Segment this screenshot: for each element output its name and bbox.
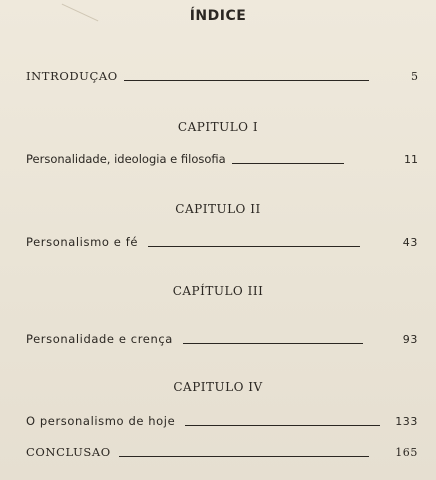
toc-entry-label: CONCLUSAO [26, 445, 111, 459]
toc-entry-label: INTRODUÇAO [26, 69, 118, 83]
leader-line [232, 163, 344, 164]
leader-line [124, 80, 369, 81]
page-number: 11 [404, 152, 418, 166]
toc-entry-label: Personalidade, ideologia e filosofia [26, 152, 226, 166]
toc-entry-chapter-3 [26, 330, 418, 348]
page-number: 133 [395, 414, 418, 428]
toc-entry-chapter-2 [26, 233, 418, 251]
toc-entry-conclusion [26, 443, 418, 461]
page-number: 43 [402, 235, 418, 249]
toc-entry-label: O personalismo de hoje [26, 414, 176, 428]
index-title: ÍNDICE [189, 8, 247, 24]
toc-entry-chapter-4 [26, 412, 418, 430]
toc-entry-chapter-1 [26, 150, 418, 168]
toc-entry-label: Personalidade e crença [26, 332, 173, 346]
leader-line [148, 246, 360, 247]
chapter-heading-3: CAPÍTULO III [172, 284, 264, 298]
chapter-heading-1: CAPITULO I [177, 120, 259, 134]
page-number: 93 [402, 332, 418, 346]
toc-entry-introduction [26, 67, 418, 85]
page-number: 5 [411, 69, 418, 83]
chapter-heading-2: CAPITULO II [175, 202, 261, 216]
leader-line [183, 343, 363, 344]
leader-line [119, 456, 369, 457]
toc-entry-label: Personalismo e fé [26, 235, 139, 249]
leader-line [185, 425, 380, 426]
page-number: 165 [395, 445, 418, 459]
chapter-heading-4: CAPITULO IV [173, 380, 263, 394]
